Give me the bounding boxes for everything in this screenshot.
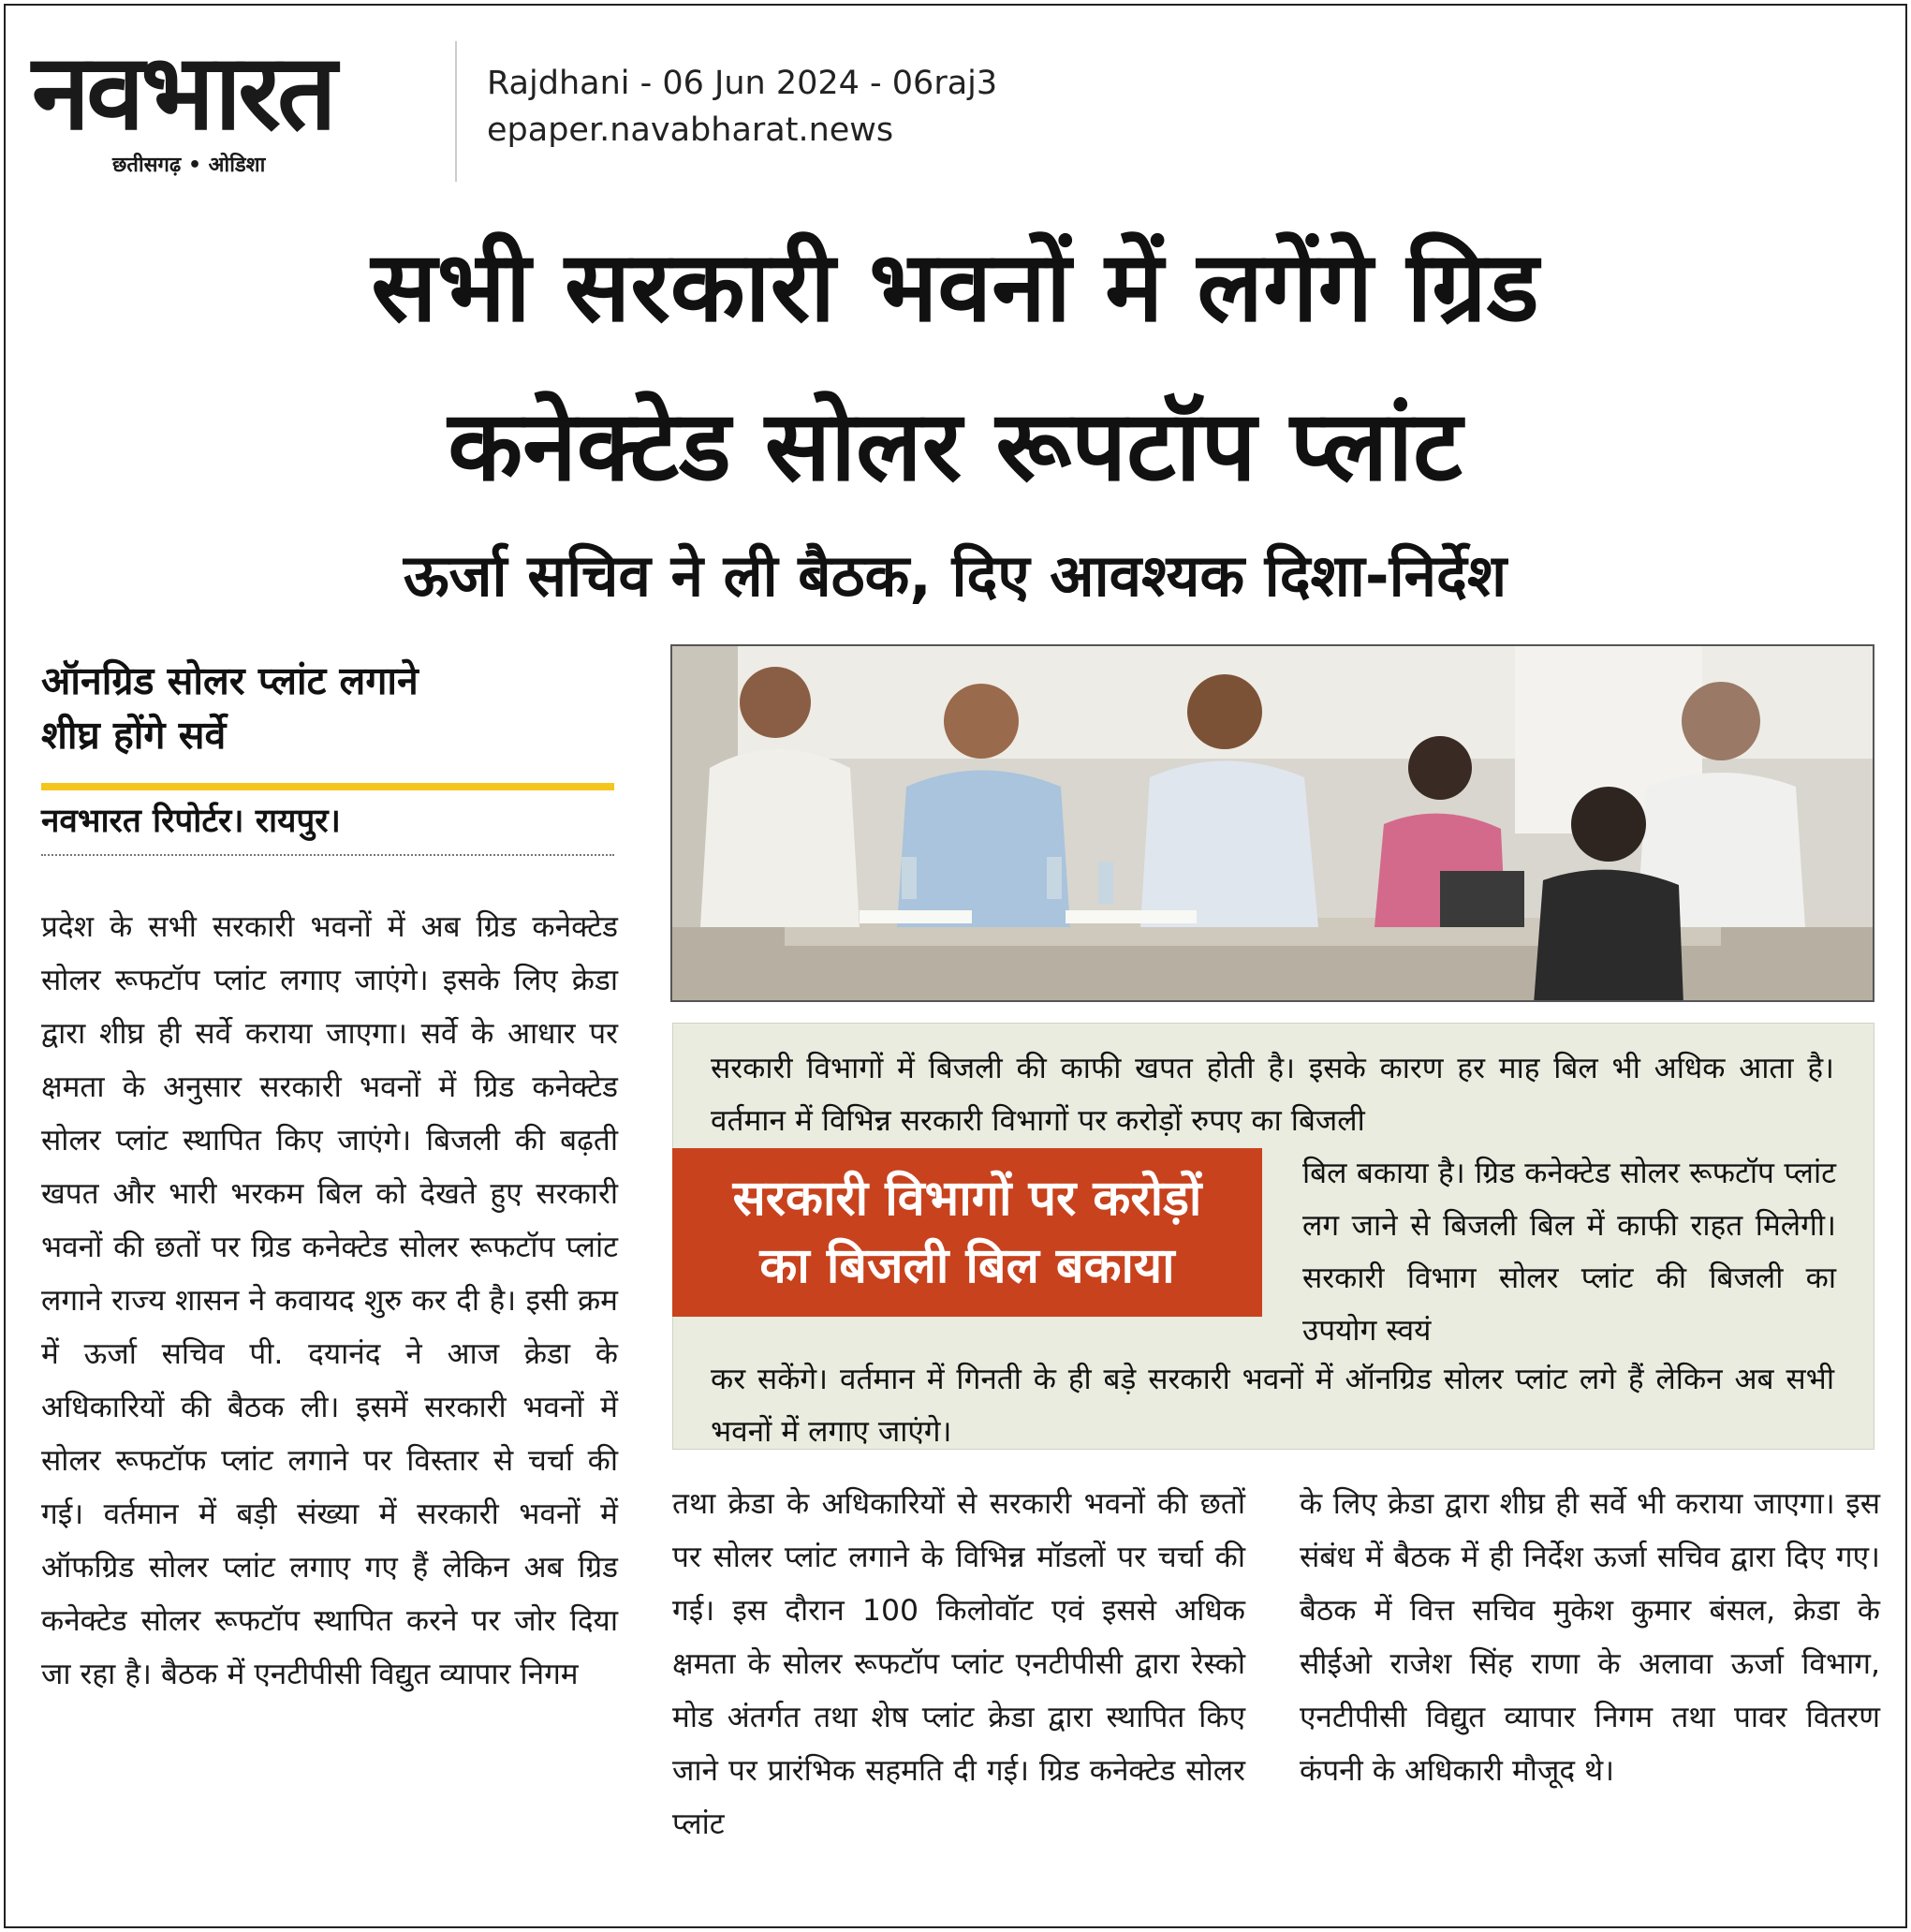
subheadline: ऊर्जा सचिव ने ली बैठक, दिए आवश्यक दिशा-निर्देश	[403, 541, 1507, 610]
edition-info	[487, 60, 997, 154]
meeting-photo	[670, 644, 1874, 1002]
headline-line-2: कनेक्टेड सोलर रूपटॉप प्लांट	[448, 389, 1463, 503]
logo-subtitle: छतीसगढ़ • ओडिशा	[112, 154, 266, 177]
highlight-text-top: सरकारी विभागों में बिजली की काफी खपत होती है। इसके कारण हर माह बिल भी अधिक आता है। वर्तमान में विभिन्न सरकारी विभागों पर करोड़ों रुपए का बिजली	[711, 1052, 1834, 1138]
byline: नवभारत रिपोर्टर। रायपुर।	[41, 803, 341, 840]
highlight-text-side: बिल बकाया है। ग्रिड कनेक्टेड सोलर रूफटॉप प्लांट लग जाने से बिजली बिल में काफी राहत मिलेगी। सरकारी विभाग सोलर प्लांट की बिजली का उपयोग स्वयं	[1302, 1157, 1836, 1348]
meeting-photo-illustration	[672, 646, 1874, 1002]
dotted-divider	[41, 854, 614, 856]
newspaper-logo: नवभारत	[32, 32, 333, 154]
kicker-line-2: शीघ्र होंगे सर्वे	[41, 713, 227, 758]
callout-box	[672, 1148, 1262, 1317]
body-column-middle: तथा क्रेडा के अधिकारियों से सरकारी भवनों की छतों पर सोलर प्लांट लगाने के विभिन्न मॉडलों पर चर्चा की गई। इस दौरान 100 किलोवॉट एवं इससे अधिक क्षमता के सोलर रूफटॉप प्लांट एनटीपीसी द्वारा रेस्को मोड अंतर्गत तथा शेष प्लांट क्रेडा द्वारा स्थापित किए जाने पर प्रारंभिक सहमति दी गई। ग्रिड कनेक्टेड सोलर प्लांट	[672, 1487, 1245, 1841]
body-column-left: प्रदेश के सभी सरकारी भवनों में अब ग्रिड कनेक्टेड सोलर रूफटॉप प्लांट लगाए जाएंगे। इसके लिए क्रेडा द्वारा शीघ्र ही सर्वे कराया जाएगा। सर्वे के आधार पर क्षमता के अनुसार सरकारी भवनों में ग्रिड कनेक्टेड सोलर प्लांट स्थापित किए जाएंगे। बिजली की बढ़ती खपत और भारी भरकम बिल को देखते हुए सरकारी भवनों की छतों पर ग्रिड कनेक्टेड सोलर रूफटॉप प्लांट लगाने राज्य शासन ने कवायद शुरु कर दी है। इसी क्रम में ऊर्जा सचिव पी. दयानंद ने आज क्रेडा के अधिकारियों की बैठक ली। इसमें सरकारी भवनों में सोलर रूफटॉफ प्लांट लगाने पर विस्तार से चर्चा की गई। वर्तमान में बड़ी संख्या में सरकारी भवनों में ऑफग्रिड सोलर प्लांट लगाए गए हैं लेकिन अब ग्रिड कनेक्टेड सोलर रूफटॉप स्थापित करने पर जोर दिया जा रहा है। बैठक में एनटीपीसी विद्युत व्यापार निगम	[41, 910, 618, 1691]
callout-line-1: सरकारी विभागों पर करोड़ों	[732, 1171, 1202, 1227]
edition-line: Rajdhani - 06 Jun 2024 - 06raj3	[487, 65, 998, 102]
kicker-line-1: ऑनग्रिड सोलर प्लांट लगाने	[41, 658, 419, 703]
body-column-right: के लिए क्रेडा द्वारा शीघ्र ही सर्वे भी कराया जाएगा। इस संबंध में बैठक में ही निर्देश ऊर्जा सचिव द्वारा दिए गए। बैठक में वित्त सचिव मुकेश कुमार बंसल, क्रेडा के सीईओ राजेश सिंह राणा के अलावा ऊर्जा विभाग, एनटीपीसी विद्युत व्यापार निगम तथा पावर वितरण कंपनी के अधिकारी मौजूद थे।	[1300, 1487, 1880, 1788]
headline-line-1: सभी सरकारी भवनों में लगेंगे ग्रिड	[371, 229, 1539, 344]
kicker-heading	[41, 654, 622, 762]
highlight-text-bottom: कर सकेंगे। वर्तमान में गिनती के ही बड़े सरकारी भवनों में ऑनग्रिड सोलर प्लांट लगे हैं लेकिन अब सभी भवनों में लगाए जाएंगे।	[711, 1363, 1834, 1449]
masthead	[26, 32, 457, 182]
epaper-site[interactable]: epaper.navabharat.news	[487, 111, 894, 149]
yellow-divider	[41, 783, 614, 790]
callout-line-2: का बिजली बिल बकाया	[759, 1238, 1175, 1294]
